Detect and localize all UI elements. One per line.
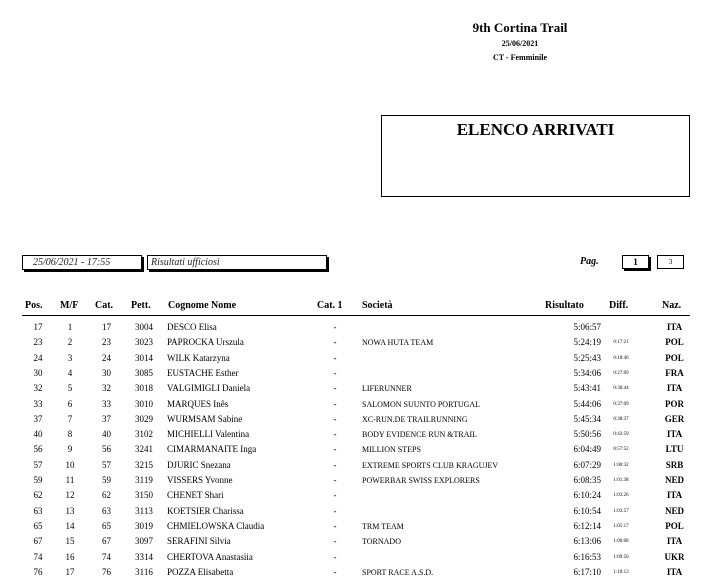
- cell-pett: 3102: [135, 429, 153, 440]
- cell-naz: ITA: [666, 429, 683, 440]
- cell-cat: 33: [102, 398, 111, 409]
- table-row: [0, 474, 724, 489]
- cell-diff: 0:17:21: [613, 340, 629, 346]
- column-header-diff: Diff.: [609, 300, 629, 311]
- cell-societa: BODY EVIDENCE RUN &TRAIL: [362, 430, 478, 440]
- cell-pos: 17: [33, 322, 43, 332]
- list-title: ELENCO ARRIVATI: [456, 120, 615, 139]
- cell-mf: 11: [65, 475, 75, 485]
- cell-risultato: 5:34:06: [573, 367, 601, 378]
- cell-cat1: -: [333, 429, 337, 440]
- cell-cat: 65: [102, 520, 111, 531]
- cell-risultato: 5:50:56: [573, 429, 601, 440]
- cell-pos: 76: [33, 566, 43, 577]
- cell-societa: LIFERUNNER: [362, 384, 412, 394]
- column-header-pett: Pett.: [131, 300, 151, 311]
- cell-mf: 13: [65, 505, 75, 516]
- cell-societa: MILLION STEPS: [362, 445, 421, 455]
- cell-pett: 3150: [135, 490, 153, 501]
- cell-societa: XC-RUN.DE TRAILRUNNING: [362, 414, 468, 424]
- cell-cat: 63: [102, 505, 111, 516]
- cell-cat: 74: [102, 551, 111, 562]
- cell-pos: 37: [33, 413, 43, 424]
- cell-mf: 7: [67, 413, 73, 424]
- cell-name: VALGIMIGLI Daniela: [167, 383, 251, 394]
- column-header-cat: Cat.: [95, 300, 114, 311]
- cell-pett: 3029: [135, 413, 153, 424]
- column-header-cat1: Cat. 1: [317, 300, 343, 311]
- cell-name: PAPROCKA Urszula: [167, 337, 244, 348]
- table-row: [0, 382, 724, 397]
- cell-cat: 62: [102, 490, 111, 501]
- cell-diff: 1:09:56: [613, 554, 629, 560]
- cell-naz: UKR: [664, 551, 685, 562]
- cell-cat1: -: [333, 337, 337, 348]
- cell-pos: 74: [33, 551, 43, 562]
- cell-pos: 30: [33, 367, 43, 378]
- cell-name: CHERTOVA Anastasiia: [167, 551, 253, 562]
- cell-naz: ITA: [666, 322, 683, 332]
- cell-cat: 76: [102, 566, 111, 577]
- cell-name: DJURIC Snezana: [167, 459, 231, 470]
- cell-name: VISSERS Yvonne: [167, 475, 233, 485]
- cell-cat1: -: [333, 398, 337, 409]
- cell-cat1: -: [333, 536, 337, 547]
- header-divider: [22, 315, 690, 316]
- table-row: [0, 443, 724, 458]
- cell-risultato: 5:06:57: [573, 322, 601, 332]
- cell-pett: 3018: [135, 383, 153, 394]
- cell-pett: 3019: [135, 520, 153, 531]
- column-header-risultato: Risultato: [545, 300, 584, 311]
- event-category: CT - Femminile: [492, 53, 548, 62]
- cell-pos: 32: [33, 383, 43, 394]
- page-current: 1: [622, 255, 649, 269]
- list-title-box: [381, 115, 690, 197]
- page-label: Pag.: [580, 256, 599, 267]
- cell-risultato: 5:45:34: [573, 413, 601, 424]
- cell-naz: ITA: [666, 383, 683, 394]
- cell-naz: FRA: [665, 367, 684, 378]
- cell-pos: 62: [33, 490, 43, 501]
- cell-naz: ITA: [666, 490, 683, 501]
- column-header-name: Cognome Nome: [168, 300, 237, 311]
- cell-cat1: -: [333, 505, 337, 516]
- cell-mf: 17: [65, 566, 75, 577]
- cell-pos: 67: [33, 536, 43, 547]
- event-date: 25/06/2021: [501, 39, 539, 48]
- cell-cat1: -: [333, 566, 337, 577]
- cell-diff: 1:01:38: [613, 478, 629, 483]
- cell-risultato: 6:12:14: [573, 520, 601, 531]
- table-row: [0, 489, 724, 504]
- cell-risultato: 6:07:29: [573, 459, 601, 470]
- cell-pos: 40: [33, 429, 43, 440]
- cell-diff: 0:27:09: [613, 370, 629, 376]
- cell-diff: 0:36:44: [613, 386, 629, 392]
- table-row: [0, 566, 724, 581]
- cell-mf: 9: [67, 444, 73, 455]
- event-title: 9th Cortina Trail: [472, 20, 568, 35]
- cell-pos: 33: [33, 398, 43, 409]
- cell-cat1: -: [333, 413, 337, 424]
- table-row: [0, 321, 724, 336]
- cell-mf: 8: [67, 429, 73, 440]
- cell-cat1: -: [333, 352, 337, 363]
- cell-pett: 3010: [135, 398, 153, 409]
- cell-mf: 3: [67, 352, 73, 363]
- cell-mf: 2: [67, 337, 73, 348]
- cell-risultato: 5:25:43: [573, 352, 601, 363]
- table-row: [0, 352, 724, 367]
- cell-diff: 1:06:08: [613, 539, 629, 545]
- cell-pett: 3014: [135, 352, 153, 363]
- cell-cat1: -: [333, 490, 337, 501]
- cell-name: CIMARMANAITE Inga: [167, 444, 257, 455]
- cell-risultato: 6:17:10: [573, 566, 601, 577]
- cell-risultato: 5:43:41: [573, 383, 601, 394]
- table-row: [0, 413, 724, 428]
- table-row: [0, 535, 724, 550]
- cell-naz: POR: [665, 398, 684, 409]
- table-row: [0, 428, 724, 443]
- cell-naz: POL: [665, 337, 684, 348]
- column-header-societa: Società: [362, 300, 393, 311]
- cell-risultato: 6:10:24: [573, 490, 601, 501]
- cell-pett: 3097: [135, 536, 153, 547]
- cell-mf: 5: [67, 383, 73, 394]
- cell-cat: 59: [102, 475, 111, 485]
- cell-diff: 1:03:57: [613, 508, 629, 514]
- timestamp-box: 25/06/2021 - 17:55: [22, 255, 142, 270]
- cell-societa: SALOMON SUUNTO PORTUGAL: [362, 399, 481, 409]
- cell-cat: 23: [102, 337, 111, 348]
- cell-naz: LTU: [665, 444, 684, 455]
- cell-societa: TRM TEAM: [362, 521, 404, 531]
- cell-naz: POL: [665, 352, 684, 363]
- table-row: [0, 367, 724, 382]
- cell-societa: SPORT RACE A.S.D.: [362, 567, 434, 577]
- cell-risultato: 5:44:06: [573, 398, 601, 409]
- cell-cat: 56: [102, 444, 111, 455]
- cell-diff: 0:43:59: [613, 432, 629, 438]
- table-row: [0, 520, 724, 535]
- cell-cat: 17: [102, 322, 111, 332]
- cell-pos: 56: [33, 444, 43, 455]
- cell-diff: 0:18:46: [613, 355, 629, 361]
- cell-mf: 4: [67, 367, 73, 378]
- cell-naz: NED: [664, 505, 684, 516]
- cell-cat: 67: [102, 536, 111, 547]
- column-header-mf: M/F: [60, 300, 79, 311]
- cell-naz: ITA: [666, 566, 683, 577]
- cell-mf: 1: [67, 322, 73, 332]
- cell-risultato: 6:10:54: [573, 505, 601, 516]
- cell-pett: 3241: [135, 444, 153, 455]
- cell-pett: 3215: [135, 459, 153, 470]
- cell-cat1: -: [333, 367, 337, 378]
- cell-name: SERAFINI Silvia: [167, 536, 231, 547]
- cell-name: MARQUES Inês: [167, 398, 229, 409]
- cell-societa: NOWA HUTA TEAM: [362, 338, 434, 348]
- cell-pett: 3113: [135, 505, 153, 516]
- cell-diff: 0:38:37: [613, 416, 629, 422]
- cell-risultato: 6:08:35: [573, 475, 601, 485]
- cell-cat: 30: [102, 367, 111, 378]
- cell-naz: POL: [665, 520, 684, 531]
- cell-cat1: -: [333, 444, 337, 455]
- cell-cat: 32: [102, 383, 111, 394]
- cell-diff: 1:03:26: [613, 493, 629, 499]
- table-row: [0, 505, 724, 520]
- cell-mf: 14: [65, 520, 75, 531]
- cell-naz: GER: [664, 413, 685, 424]
- cell-name: POZZA Elisabetta: [167, 566, 234, 577]
- cell-pos: 57: [33, 459, 43, 470]
- cell-pett: 3085: [135, 367, 153, 378]
- cell-cat: 40: [102, 429, 111, 440]
- cell-name: KOETSIER Charissa: [167, 505, 244, 516]
- cell-diff: 0:37:09: [613, 401, 629, 407]
- cell-cat: 37: [102, 413, 111, 424]
- cell-name: DESCO Elisa: [167, 322, 217, 332]
- cell-naz: SRB: [665, 459, 684, 470]
- cell-mf: 6: [67, 398, 73, 409]
- cell-pos: 24: [33, 352, 43, 363]
- cell-risultato: 6:16:53: [573, 551, 601, 562]
- cell-cat1: -: [333, 459, 337, 470]
- cell-pos: 23: [33, 337, 43, 348]
- cell-risultato: 6:04:49: [573, 444, 601, 455]
- cell-name: WURMSAM Sabine: [167, 413, 243, 424]
- cell-name: CHMIELOWSKA Claudia: [167, 520, 265, 531]
- cell-pett: 3119: [135, 475, 153, 485]
- cell-cat1: -: [333, 475, 337, 485]
- cell-mf: 16: [65, 551, 75, 562]
- cell-cat1: -: [333, 520, 337, 531]
- cell-societa: TORNADO: [362, 537, 401, 547]
- cell-societa: EXTREME SPORTS CLUB KRAGUJEV: [362, 460, 499, 470]
- cell-cat: 57: [102, 459, 111, 470]
- cell-naz: NED: [664, 475, 684, 485]
- column-header-pos: Pos.: [25, 300, 43, 311]
- cell-cat1: -: [333, 383, 337, 394]
- cell-mf: 15: [65, 536, 75, 547]
- status-box: Risultati ufficiosi: [147, 255, 327, 270]
- cell-diff: 0:57:52: [613, 447, 629, 453]
- cell-naz: ITA: [666, 536, 683, 547]
- page-total: 3: [657, 255, 684, 269]
- cell-risultato: 5:24:19: [573, 337, 601, 348]
- cell-pett: 3116: [135, 566, 153, 577]
- cell-name: MICHIELLI Valentina: [167, 429, 250, 440]
- cell-pos: 59: [33, 475, 43, 485]
- cell-diff: 1:10:13: [613, 569, 629, 575]
- cell-cat: 24: [102, 352, 111, 363]
- cell-societa: POWERBAR SWISS EXPLORERS: [362, 476, 480, 485]
- cell-pett: 3004: [135, 322, 153, 332]
- cell-diff: 1:00:32: [613, 462, 629, 468]
- cell-mf: 12: [65, 490, 75, 501]
- cell-name: WILK Katarzyna: [167, 352, 230, 363]
- table-row: [0, 398, 724, 413]
- cell-cat1: -: [333, 322, 337, 332]
- column-header-naz: Naz.: [662, 300, 682, 311]
- cell-cat1: -: [333, 551, 337, 562]
- cell-name: EUSTACHE Esther: [167, 367, 239, 378]
- table-row: [0, 551, 724, 566]
- table-row: [0, 459, 724, 474]
- cell-mf: 10: [65, 459, 75, 470]
- table-row: [0, 336, 724, 351]
- cell-pos: 65: [33, 520, 43, 531]
- cell-risultato: 6:13:06: [573, 536, 601, 547]
- cell-pett: 3023: [135, 337, 153, 348]
- cell-pos: 63: [33, 505, 43, 516]
- cell-name: CHENET Shari: [167, 490, 224, 501]
- cell-pett: 3314: [135, 551, 153, 562]
- cell-diff: 1:05:17: [613, 523, 629, 529]
